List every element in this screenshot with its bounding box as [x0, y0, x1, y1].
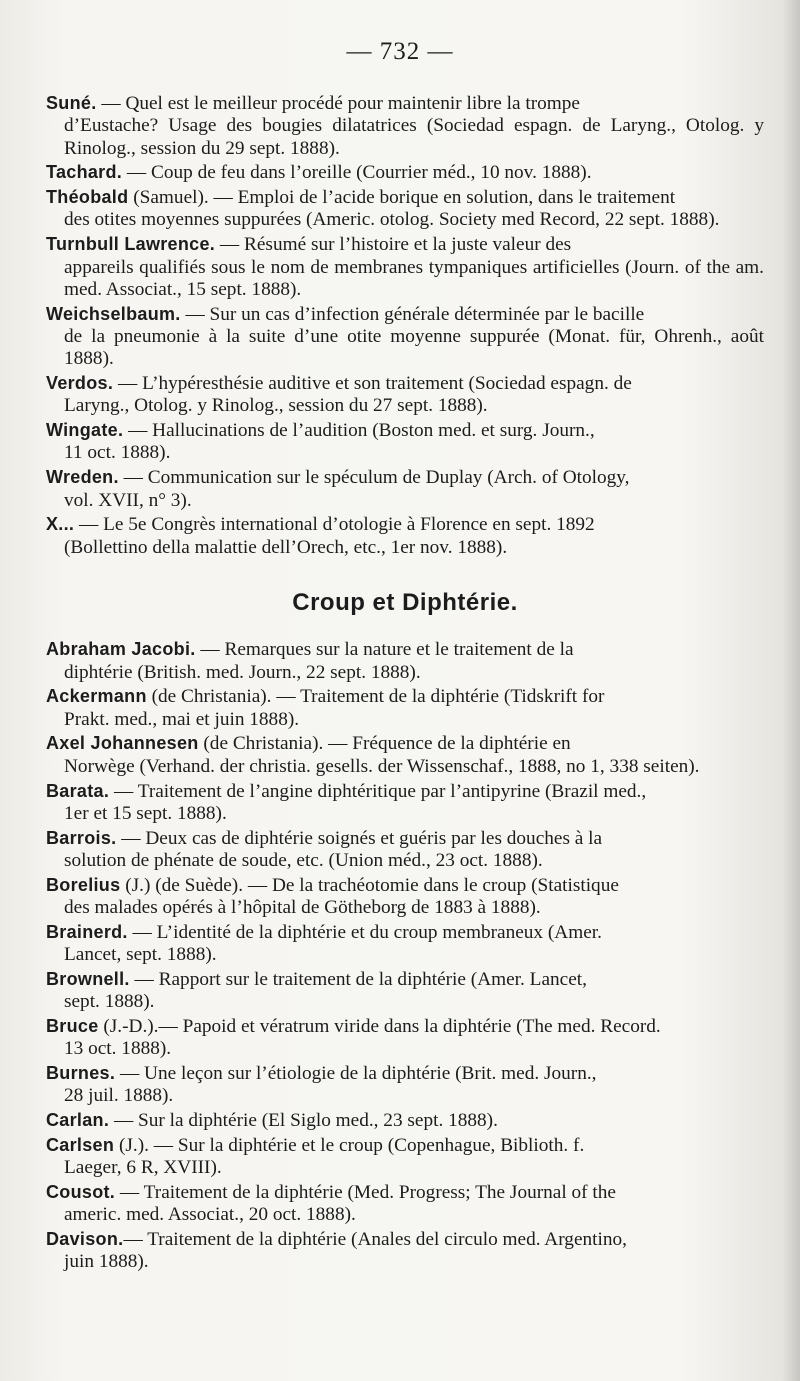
entry-text: — Hallucinations de l’audition (Boston med. et surg. Journ., [123, 420, 595, 442]
entry-continuation: americ. med. Associat., 20 oct. 1888). [64, 1204, 356, 1226]
entry-author: Turnbull Lawrence. [46, 234, 216, 255]
entry-text: — L’identité de la diphtérie et du croup membraneux (Amer. [127, 921, 602, 943]
bibliography-entry [46, 1181, 764, 1227]
entry-author: Tachard. [46, 162, 123, 183]
entry-continuation: 28 juil. 1888). [64, 1085, 174, 1107]
bibliography-entry [46, 233, 764, 301]
bibliography-entry [46, 513, 764, 559]
entry-continuation: Prakt. med., mai et juin 1888). [64, 708, 300, 730]
entry-text: (de Christania). — Fréquence de la diphtérie en [198, 733, 571, 755]
entry-continuation: Norwège (Verhand. der christia. gesells. der Wissenschaf., 1888, no 1, 338 seiten). [64, 755, 700, 777]
entry-continuation: de la pneumonie à la suite d’une otite moyenne suppurée (Monat. für, Ohrenh., août 1888). [64, 325, 764, 370]
bibliography-entry [46, 1062, 764, 1108]
entry-first-line [46, 968, 764, 991]
entry-first-line [46, 874, 764, 897]
bibliography-entry [46, 161, 764, 184]
entry-author: Barrois. [46, 827, 117, 848]
entry-author: Brownell. [46, 968, 130, 989]
entry-first-line [46, 1181, 764, 1204]
entry-author: Théobald [46, 187, 129, 208]
entry-author: Verdos. [46, 373, 114, 394]
entry-continuation: des malades opérés à l’hôpital de Götheborg de 1883 à 1888). [64, 897, 541, 918]
bibliography-list [46, 92, 764, 1275]
entry-continuation: Lancet, sept. 1888). [64, 944, 217, 966]
entry-author: Barata. [46, 780, 110, 801]
bibliography-entry [46, 92, 764, 160]
entry-first-line [46, 638, 764, 661]
entry-first-line [46, 233, 764, 256]
entry-author: Cousot. [46, 1182, 116, 1203]
bibliography-entry [46, 780, 764, 826]
entry-first-line [46, 466, 764, 489]
entry-author: Abraham Jacobi. [46, 639, 196, 660]
bibliography-entry [46, 732, 764, 778]
entry-text: — Traitement de l’angine diphtéritique par l’antipyrine (Brazil med., [109, 780, 647, 802]
entry-author: Ackermann [46, 686, 147, 707]
entry-author: Borelius [46, 874, 121, 895]
entry-continuation: diphtérie (British. med. Journ., 22 sept. 1888). [64, 661, 421, 683]
entry-text: — Traitement de la diphtérie (Anales del circulo med. Argentino, [123, 1229, 627, 1251]
entry-text: — Deux cas de diphtérie soignés et guéris par les douches à la [116, 827, 603, 849]
entry-continuation: 11 oct. 1888). [64, 442, 171, 464]
entry-first-line [46, 780, 764, 803]
entry-first-line [46, 685, 764, 708]
entry-first-line [46, 1015, 764, 1038]
entry-text: — Le 5e Congrès international d’otologie à Florence en sept. 1892 [74, 514, 595, 536]
entry-text: (J.-D.).— Papoid et vératrum viride dans la diphtérie (The med. Record. [98, 1015, 661, 1037]
entry-first-line [46, 186, 764, 209]
entry-first-line [46, 303, 764, 326]
entry-first-line [46, 921, 764, 944]
bibliography-entry [46, 466, 764, 512]
entry-continuation: des otites moyennes suppurées (Americ. otolog. Society med Record, 22 sept. 1888). [64, 209, 720, 231]
entry-continuation: Laryng., Otolog. y Rinolog., session du 27 sept. 1888). [64, 395, 488, 417]
entry-first-line [46, 1134, 764, 1157]
entry-first-line [46, 1228, 764, 1251]
entry-author: X... [46, 514, 75, 535]
entry-text: (J.) (de Suède). — De la trachéotomie dans le croup (Statistique [120, 874, 619, 896]
entry-first-line [46, 92, 764, 115]
entry-first-line [46, 372, 764, 395]
bibliography-entry [46, 186, 764, 232]
entry-text: (J.). — Sur la diphtérie et le croup (Copenhague, Biblioth. f. [114, 1134, 585, 1156]
entry-author: Weichselbaum. [46, 303, 181, 324]
entry-continuation: 13 oct. 1888). [64, 1038, 172, 1060]
otology-entries [46, 92, 764, 559]
entry-author: Wreden. [46, 467, 119, 488]
entry-author: Davison. [46, 1229, 124, 1250]
entry-text: (Samuel). — Emploi de l’acide borique en solution, dans le traitement [128, 187, 676, 209]
entry-first-line [46, 732, 764, 755]
entry-text: — Remarques sur la nature et le traitement de la [195, 639, 574, 661]
bibliography-entry [46, 1228, 764, 1274]
entry-text: — Coup de feu dans l’oreille (Courrier méd., 10 nov. 1888). [122, 162, 592, 184]
section-heading: Croup et Diphtérie. [292, 588, 518, 616]
bibliography-entry [46, 419, 764, 465]
entry-continuation: solution de phénate de soude, etc. (Union méd., 23 oct. 1888). [64, 849, 543, 871]
entry-first-line [46, 1109, 764, 1132]
entry-first-line [46, 161, 764, 184]
bibliography-entry [46, 1015, 764, 1061]
entry-text: (de Christania). — Traitement de la diphtérie (Tidskrift for [146, 686, 605, 708]
bibliography-entry [46, 638, 764, 684]
entry-first-line [46, 827, 764, 850]
entry-first-line [46, 1062, 764, 1085]
entry-text: — L’hypéresthésie auditive et son traitement (Sociedad espagn. de [113, 373, 632, 395]
entry-text: — Sur un cas d’infection générale déterminée par le bacille [180, 303, 645, 325]
page-edge-shadow [782, 0, 800, 1381]
entry-continuation: appareils qualifiés sous le nom de membranes tympaniques artificielles (Journ. of the am. med. Associat., 15 sept. 1888). [64, 256, 764, 300]
entry-text: — Sur la diphtérie (El Siglo med., 23 sept. 1888). [109, 1110, 498, 1132]
entry-text: — Rapport sur le traitement de la diphtérie (Amer. Lancet, [129, 968, 587, 990]
entry-first-line [46, 419, 764, 442]
entry-continuation: juin 1888). [64, 1251, 149, 1273]
entry-continuation: d’Eustache? Usage des bougies dilatatrices (Sociedad espagn. de Laryng., Otolog. y Rinolog., session du 29 sept. 1888). [64, 115, 764, 159]
entry-author: Wingate. [46, 420, 124, 441]
bibliography-entry [46, 874, 764, 920]
entry-author: Carlan. [46, 1110, 110, 1131]
entry-author: Bruce [46, 1015, 99, 1036]
bibliography-entry [46, 685, 764, 731]
bibliography-entry [46, 1134, 764, 1180]
entry-text: — Quel est le meilleur procédé pour maintenir libre la trompe [96, 93, 580, 114]
page-number: — 732 — [346, 38, 454, 65]
entry-author: Brainerd. [46, 921, 128, 942]
entry-author: Carlsen [46, 1134, 115, 1155]
entry-author: Suné. [46, 93, 97, 113]
bibliography-entry [46, 968, 764, 1014]
bibliography-entry [46, 372, 764, 418]
entry-continuation: Laeger, 6 R, XVIII). [64, 1157, 222, 1179]
entry-text: — Une leçon sur l’étiologie de la diphtérie (Brit. med. Journ., [115, 1063, 597, 1085]
entry-continuation: sept. 1888). [64, 991, 155, 1013]
entry-text: — Résumé sur l’histoire et la juste valeur des [215, 234, 572, 256]
entry-text: — Traitement de la diphtérie (Med. Progress; The Journal of the [115, 1182, 616, 1204]
entry-continuation: (Bollettino della malattie dell’Orech, etc., 1er nov. 1888). [64, 536, 508, 558]
bibliography-entry [46, 1109, 764, 1132]
entry-continuation: vol. XVII, n° 3). [64, 489, 192, 511]
bibliography-entry [46, 921, 764, 967]
entry-continuation: 1er et 15 sept. 1888). [64, 802, 227, 824]
bibliography-entry [46, 827, 764, 873]
entry-author: Axel Johannesen [46, 733, 199, 754]
bibliography-entry [46, 303, 764, 371]
entry-text: — Communication sur le spéculum de Duplay (Arch. of Otology, [118, 467, 630, 489]
entry-author: Burnes. [46, 1063, 116, 1084]
croup-diphtheria-entries [46, 638, 764, 1274]
entry-first-line [46, 513, 764, 536]
